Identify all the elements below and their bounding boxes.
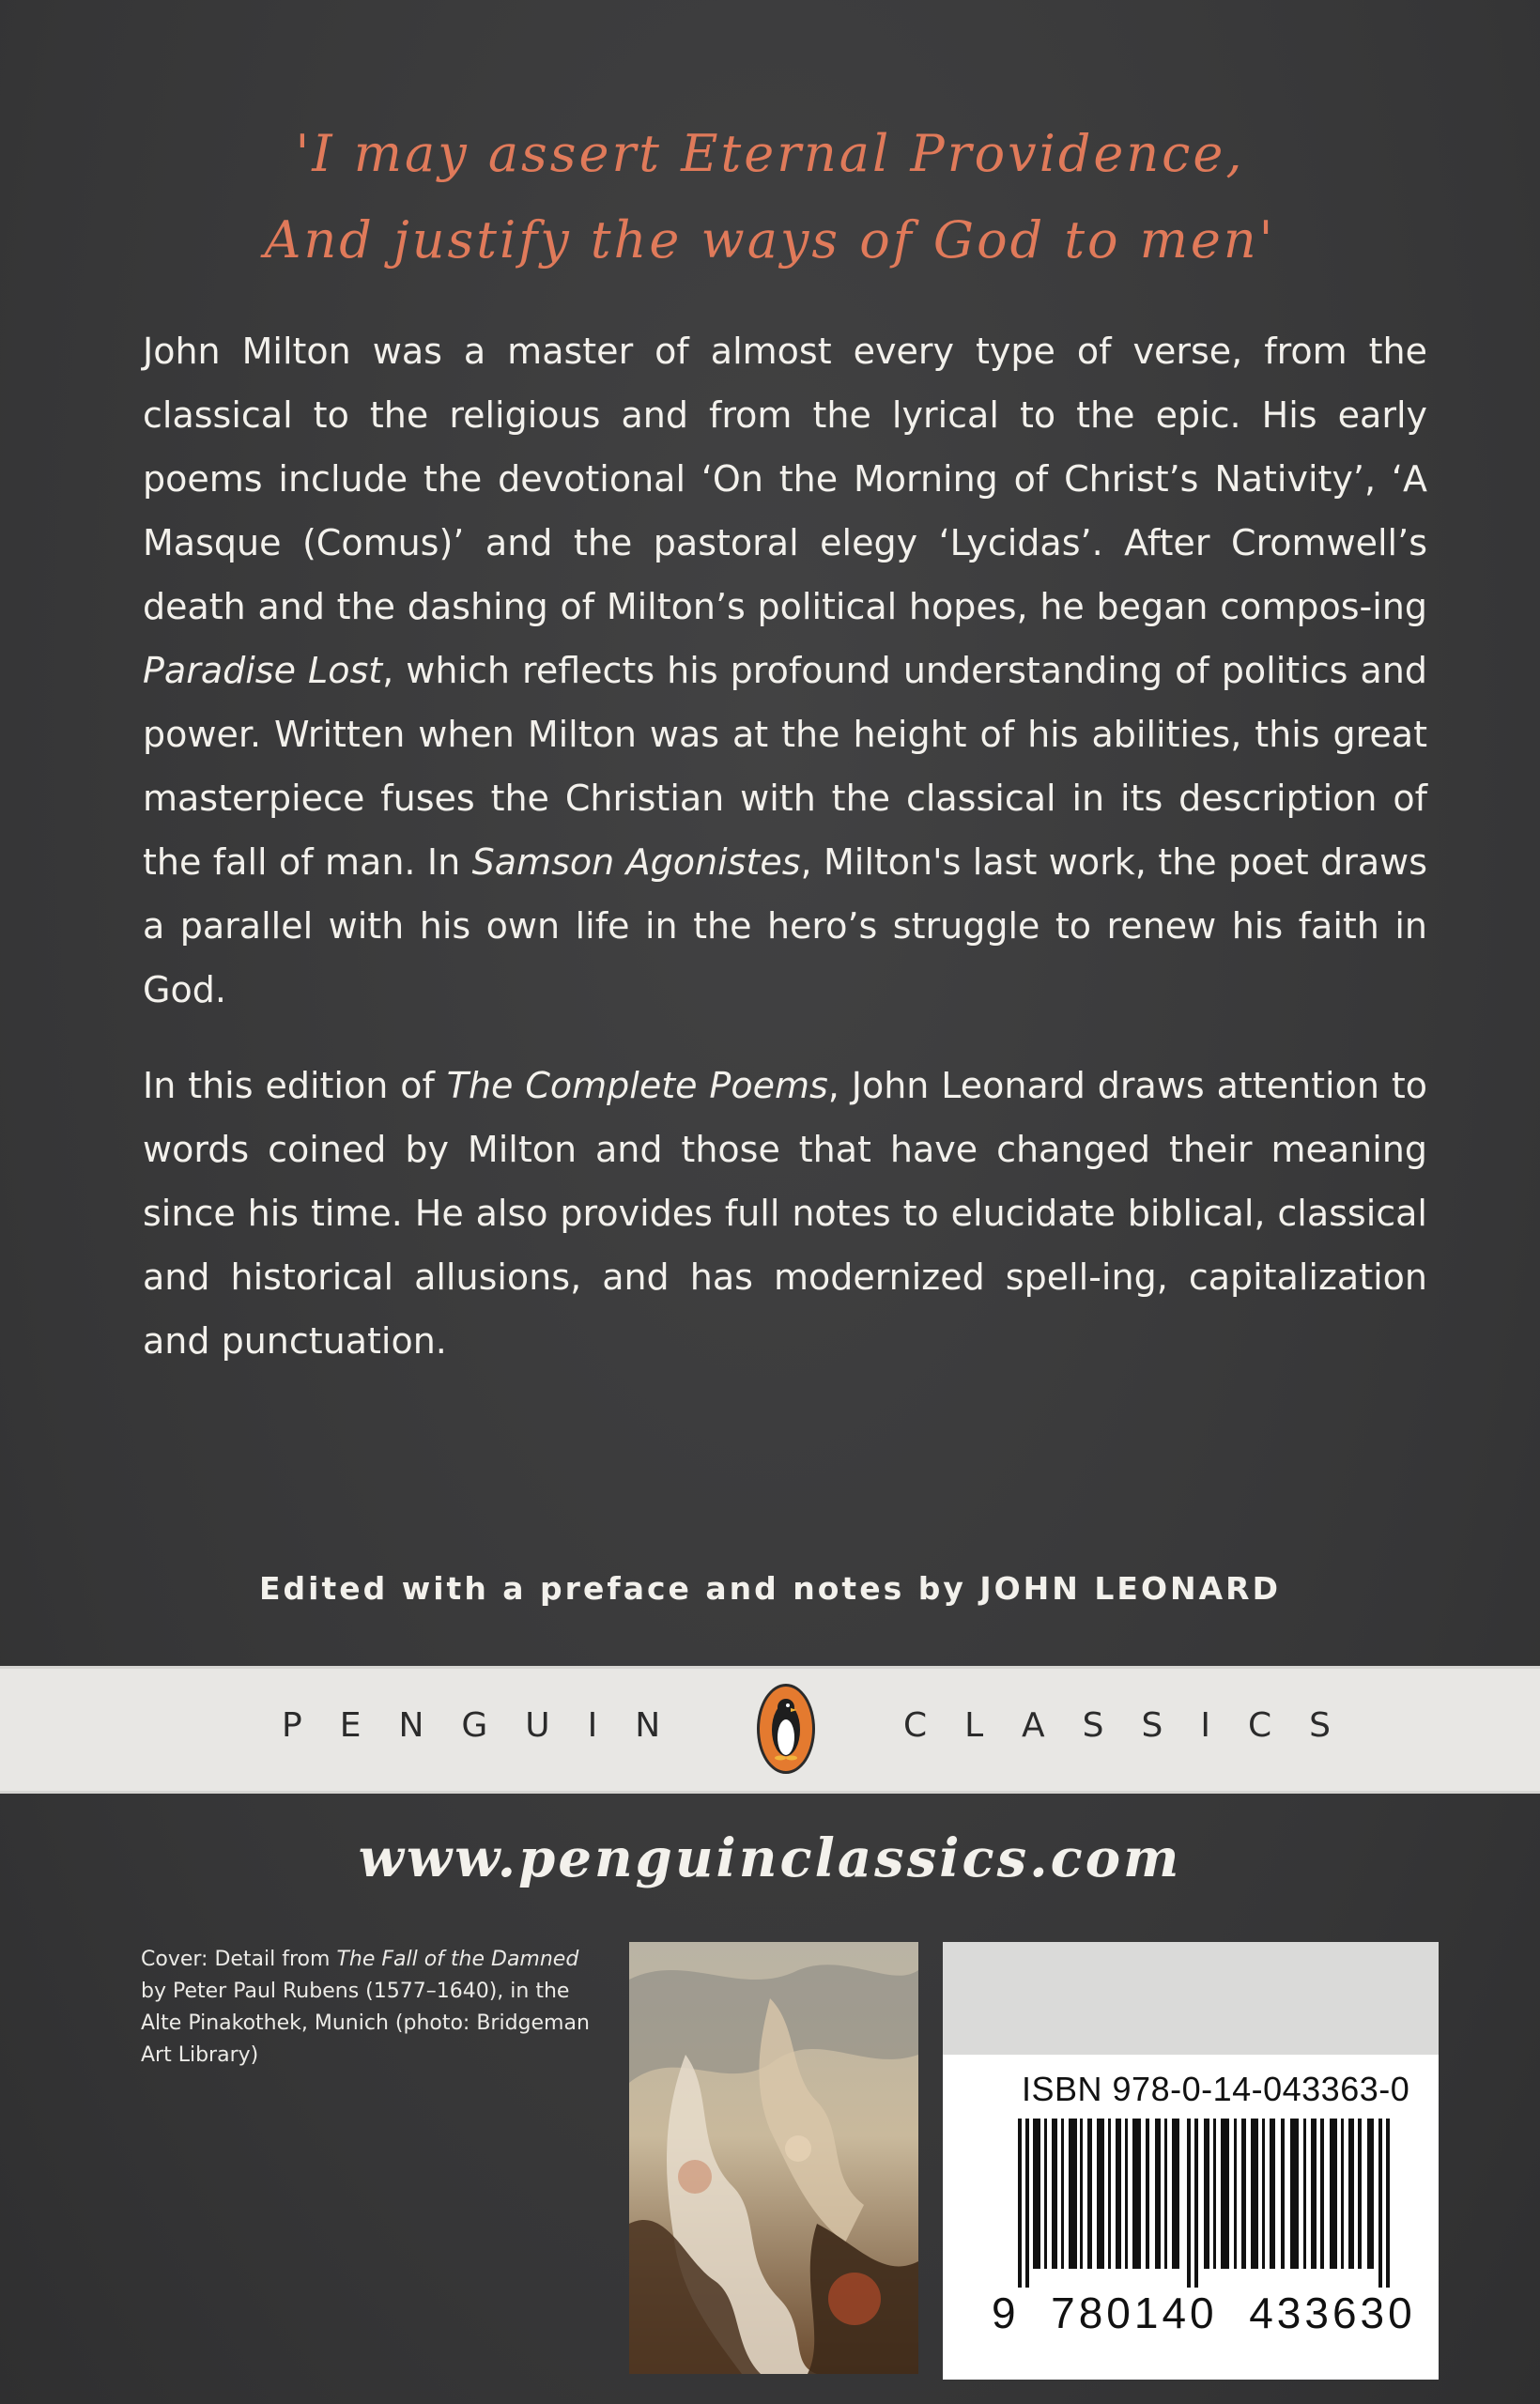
epigraph-line-1: 'I may assert Eternal Providence, (295, 124, 1245, 183)
barcode-icon (1018, 2119, 1394, 2288)
book-title-samson-agonistes: Samson Agonistes (471, 841, 801, 883)
epigraph-quote (0, 111, 1540, 284)
epigraph-line-2: And justify the ways of God to men' (264, 210, 1276, 270)
painting-detail-image (629, 1942, 918, 2374)
blurb-paragraph-2 (143, 1054, 1427, 1373)
book-title-complete-poems: The Complete Poems (446, 1065, 828, 1106)
blurb-text: John Milton was a master of almost every type of verse, from the classical to the religious and from the lyrical to the epic. His early poems include the devotional ‘On the Morning of Christ’s Nativity’, ‘A Masque (Comus)’ and the pastoral elegy ‘Lycidas’. After Cromwell’s death and the dashing of Milton’s political hopes, he began compos-ing (143, 331, 1427, 627)
blurb-text: , Milton's last work, the poet draws a parallel with his own life in the hero’s struggle to renew his faith in God. (143, 841, 1427, 1010)
blurb-text: , John Leonard draws attention to words coined by Milton and those that have changed their meaning since his time. He also provides full notes to elucidate biblical, classical and historical allusions, and has modernized spell-ing, capitalization and punctuation. (143, 1065, 1428, 1362)
price-sticker-area (943, 1942, 1439, 2055)
barcode-panel (943, 1942, 1439, 2380)
blurb-text: In this edition of (143, 1065, 447, 1106)
blurb-paragraph-1 (143, 319, 1427, 1022)
blurb-text: , which reflects his profound understanding of politics and power. Written when Milton was at the height of his abilities, this great masterpiece fuses the Christian with the classical in its description of the fall of man. In (143, 650, 1427, 883)
credit-text: by Peter Paul Rubens (1577–1640), in the Alte Pinakothek, Munich (photo: Bridgeman Art Library) (141, 1980, 590, 2067)
publisher-word-classics: CLASSICS (903, 1706, 1368, 1745)
painting-title: The Fall of the Damned (336, 1948, 579, 1971)
cover-art-thumbnail (629, 1942, 918, 2374)
book-title-paradise-lost: Paradise Lost (143, 650, 383, 691)
cover-credit (141, 1944, 592, 2072)
barcode-digits: 9 780140 433630 (992, 2288, 1416, 2337)
penguin-logo-svg (760, 1687, 812, 1771)
publisher-band (0, 1666, 1540, 1794)
publisher-url: www.penguinclassics.com (358, 1827, 1182, 1889)
isbn-number: ISBN 978-0-14-043363-0 (1022, 2070, 1410, 2108)
editor-credit: Edited with a preface and notes by JOHN LEONARD (259, 1570, 1281, 1607)
publisher-word-penguin: PENGUIN (282, 1706, 699, 1745)
penguin-logo-icon (757, 1684, 815, 1774)
credit-text: Cover: Detail from (141, 1948, 337, 1971)
